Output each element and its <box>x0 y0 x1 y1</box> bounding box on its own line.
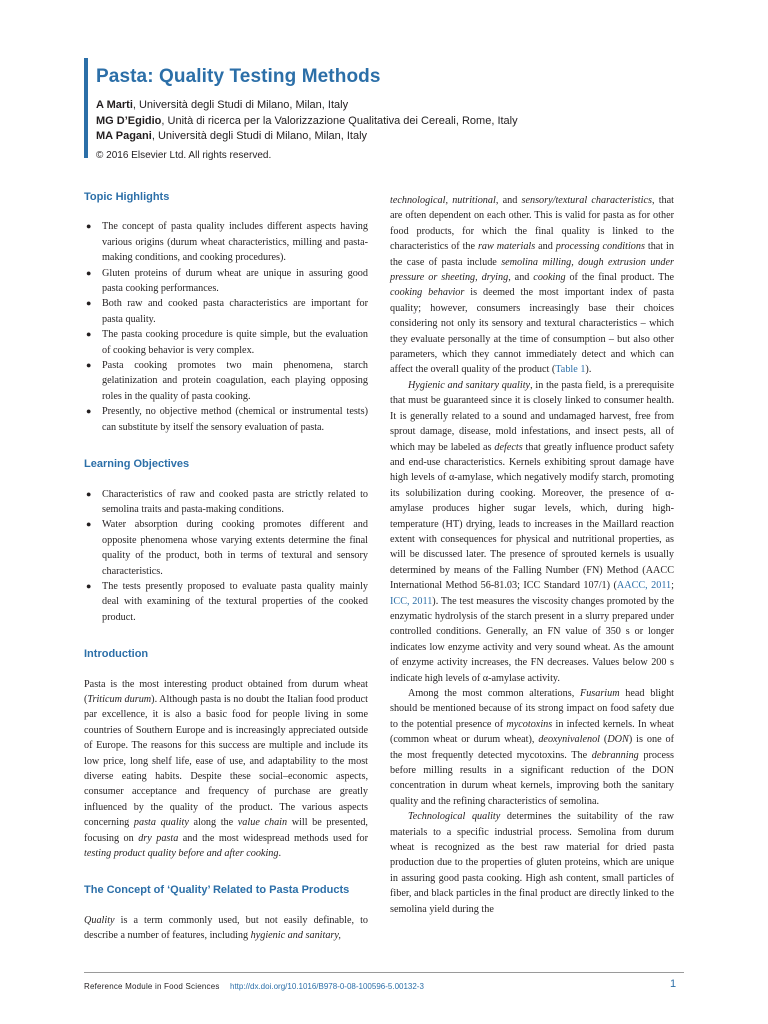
footer-rule <box>84 972 684 973</box>
list-item: ● Characteristics of raw and cooked pasta are strictly related to semolina traits and pasta-making conditions. <box>84 487 368 518</box>
author-affiliation: , Università degli Studi di Milano, Milan, Italy <box>151 130 368 142</box>
learning-objectives-list <box>84 487 368 626</box>
quality-concept-paragraph: Quality is a term commonly used, but not easily definable, to describe a number of features, including hygienic and sanitary, <box>84 914 368 942</box>
list-item: ● Water absorption during cooking promotes different and opposite phenomena whose varying extents determine the final quality of the product, both in terms of textural and sensory characteristics. <box>84 517 368 579</box>
aacc-citation-link[interactable]: AACC, 2011 <box>616 580 672 592</box>
copyright-notice: © 2016 Elsevier Ltd. All rights reserved. <box>96 150 272 161</box>
author-name: A Marti <box>96 99 133 111</box>
footer-source: Reference Module in Food Sciences <box>84 982 220 991</box>
author-name: MG D’Egidio <box>96 114 162 127</box>
icc-citation-link[interactable]: ICC, 2011 <box>390 595 433 607</box>
table-1-link[interactable]: Table 1 <box>555 364 586 376</box>
technological-quality-paragraph: Technological quality determines the suitability of the raw materials to a specific industrial process. Semolina from durum wheat is recognized as the best raw material for dried pasta production due to the properties of gluten proteins, which are unique in assuring good pasta cooking. High ash content, small particles of fiber, and black particles in the final product are directly linked to the semolina yield during the <box>390 811 674 915</box>
topic-highlights-list <box>84 219 368 435</box>
author-line <box>96 129 518 145</box>
author-line <box>96 114 518 130</box>
fusarium-paragraph: Among the most common alterations, Fusarium head blight should be mentioned because of its strong impact on food safety due to the potential presence of mycotoxins in infected kernels. In wheat (common wheat or durum wheat), deoxynivalenol (DON) is one of the most frequently detected mycotoxins. The debranning process before milling results in a significant reduction of the DON concentration in durum wheat kernels, improving both the sanitary quality and the refining characteristics of semolina. <box>390 688 674 807</box>
quality-concept-continued: technological, nutritional, and sensory/textural characteristics, that are often dependent on each other. This is valid for pasta as for other food products, for which the final quality is linked to the characteristics of the raw materials and processing conditions that in the case of pasta include semolina milling, dough extrusion under pressure or sheeting, drying, and cooking of the final product. The cooking behavior is deemed the most important index of pasta quality; however, consumers increasingly base their choices considering not only its sensory and textural characteristics – which they evaluate personally at the time of consumption – but also other parameters, which they cannot immediately detect and which can affect the overall quality of the product (Table 1). <box>390 195 674 376</box>
page-title: Pasta: Quality Testing Methods <box>96 66 381 87</box>
right-column <box>390 193 674 917</box>
left-column <box>84 190 368 944</box>
list-item: ● The tests presently proposed to evaluate pasta quality mainly deal with examining of the textural properties of the cooked product. <box>84 579 368 625</box>
page-number: 1 <box>670 978 677 990</box>
introduction-heading: Introduction <box>84 648 149 661</box>
author-list <box>96 98 518 145</box>
list-item: ● The concept of pasta quality includes different aspects having various origins (durum wheat characteristics, milling and pasta-making conditions, and cooking procedures). <box>84 219 368 265</box>
list-item: ● The pasta cooking procedure is quite simple, but the evaluation of cooking behavior is very complex. <box>84 327 368 358</box>
quality-concept-heading: The Concept of ‘Quality’ Related to Pasta Products <box>84 884 350 897</box>
list-item: ● Gluten proteins of durum wheat are unique in assuring good pasta cooking performances. <box>84 266 368 297</box>
author-line <box>96 98 518 114</box>
author-affiliation: , Università degli Studi di Milano, Milan, Italy <box>132 99 349 111</box>
introduction-paragraph: Pasta is the most interesting product obtained from durum wheat (Triticum durum). Although pasta is no doubt the Italian food product par excellence, it is also a basic food for people living in some countries of Southern Europe and is increasingly appreciated outside of Europe. The reasons for this success are multiple and include its low price, long shelf life, ease of use, and adaptability to the most diverse eating habits. Despite these social–economic aspects, consumer acceptance and frequency of purchase are greatly influenced by the quality of the product. The various aspects concerning pasta quality along the value chain will be presented, focusing on dry pasta and the most widespread methods used for testing product quality before and after cooking. <box>84 678 368 860</box>
title-accent-bar <box>84 58 88 158</box>
topic-highlights-heading: Topic Highlights <box>84 191 170 203</box>
learning-objectives-heading: Learning Objectives <box>84 458 190 471</box>
list-item: ● Presently, no objective method (chemical or instrumental tests) can substitute by itself the sensory evaluation of pasta. <box>84 404 368 435</box>
list-item: ● Pasta cooking promotes two main phenomena, starch gelatinization and protein coagulation, each playing opposing roles in the quality of pasta cooking. <box>84 358 368 404</box>
author-affiliation: , Unità di ricerca per la Valorizzazione Qualitativa dei Cereali, Rome, Italy <box>161 114 518 127</box>
doi-link[interactable]: http://dx.doi.org/10.1016/B978-0-08-100596-5.00132-3 <box>230 982 424 991</box>
hygienic-quality-paragraph: Hygienic and sanitary quality, in the pasta field, is a prerequisite that must be guaranteed since it is closely linked to consumer health. It is generally related to a sound and undamaged harvest, free from sprout damage, disease, mold infestations, and insect pests, all of which may be labeled as defects that greatly influence product safety and end-use characteristics. Kernels exhibiting sprout damage have high levels of α-amylase, which negatively modify starch, promoting its solubilization during cooking. Moreover, the presence of α-amylase produces higher sugar levels, which, during high-temperature (HT) drying, leads to increases in the Maillard reaction extent with consequences for physical and nutritional properties, as will be discussed later. The presence of sprouted kernels is usually determined by means of the Falling Number (FN) Method (AACC International Method 56-81.03; ICC Standard 107/1) (AACC, 2011; ICC, 2011). The test measures the viscosity changes promoted by the enzymatic hydrolysis of the starch present in a slurry prepared under controlled conditions. Generally, an FN value of 350 s or longer indicates low enzyme activity and very sound wheat. As the amount of enzyme activity increases, the FN decreases. Values below 200 s indicate high levels of α-amylase activity. <box>390 379 674 684</box>
list-item: ● Both raw and cooked pasta characteristics are important for pasta quality. <box>84 296 368 327</box>
author-name: MA Pagani <box>96 130 152 142</box>
